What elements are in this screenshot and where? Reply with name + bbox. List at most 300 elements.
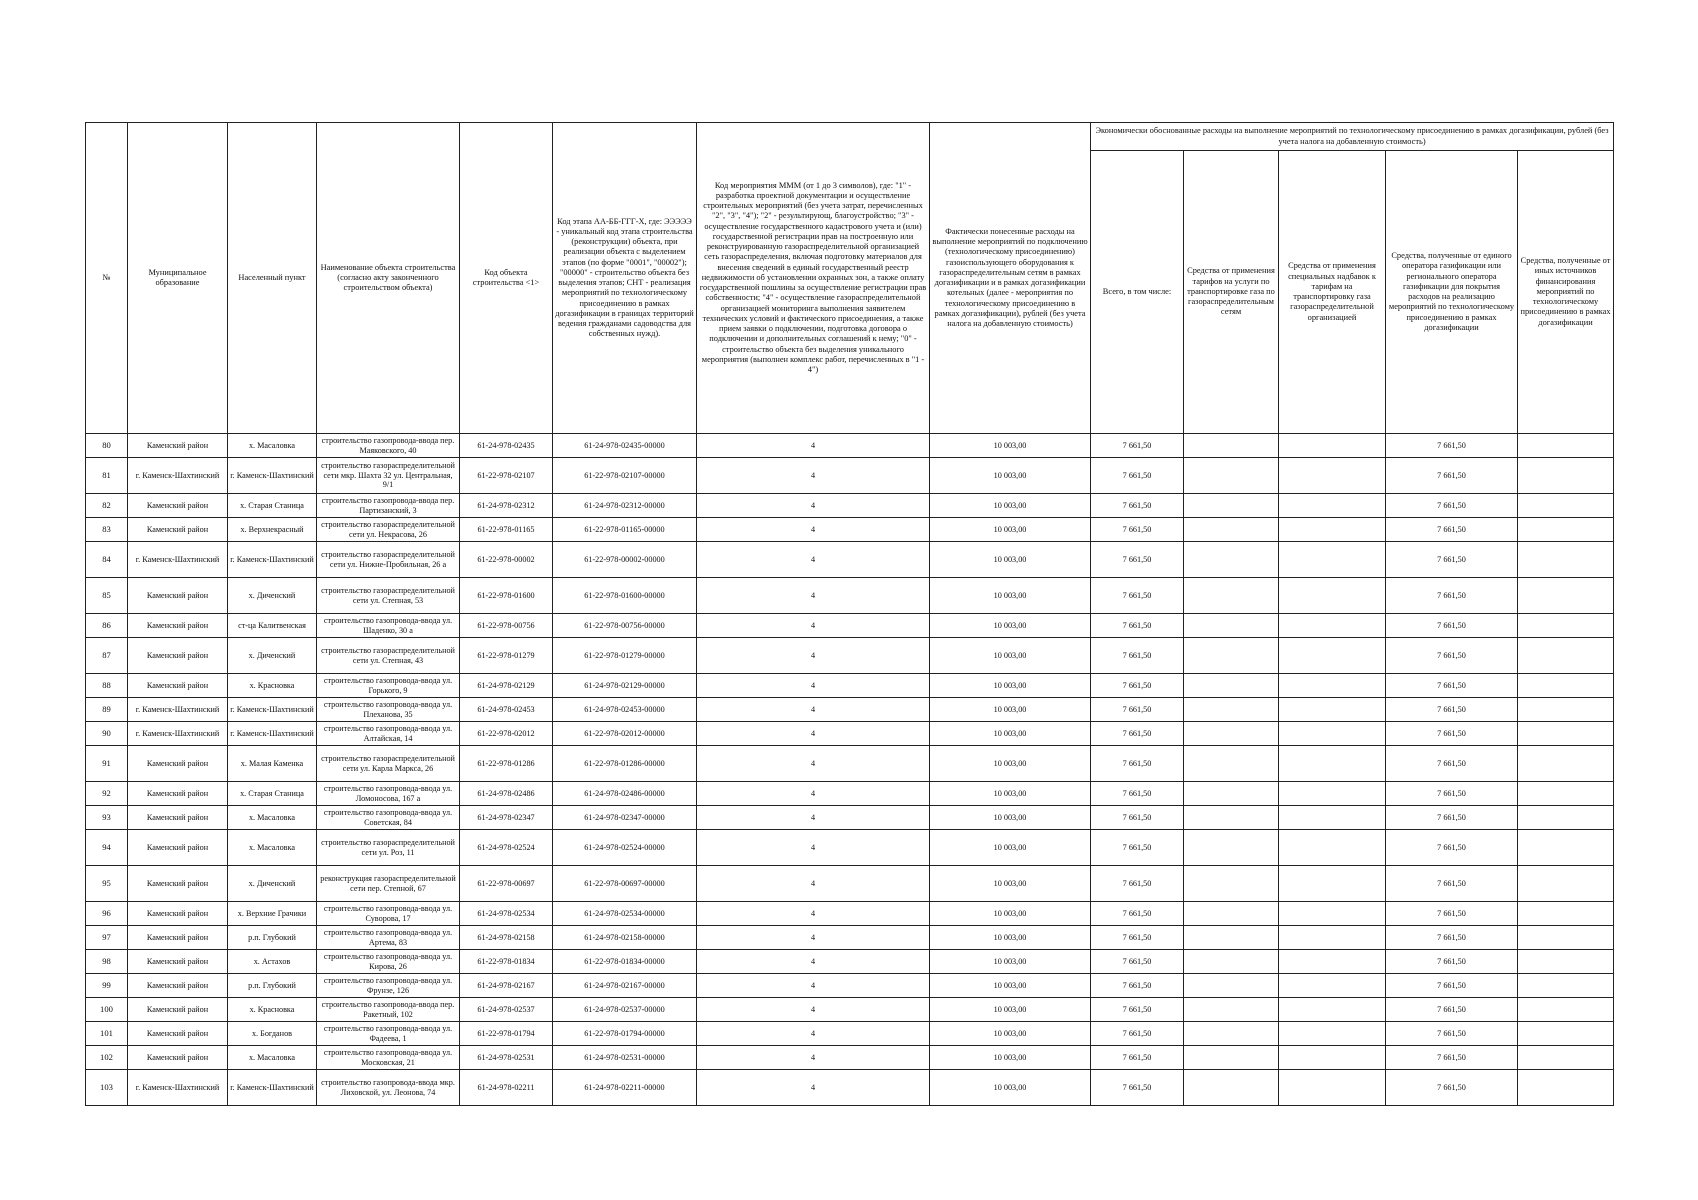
actual-costs-cell: 10 003,00 [930, 974, 1091, 998]
event-code-cell: 4 [697, 902, 930, 926]
municipality-cell: Каменский район [128, 674, 228, 698]
event-code-cell: 4 [697, 518, 930, 542]
operator-funds-cell: 7 661,50 [1386, 902, 1518, 926]
tariff-funds-cell [1184, 518, 1279, 542]
table-row [86, 434, 1614, 458]
surcharge-funds-cell [1279, 926, 1386, 950]
event-code-cell: 4 [697, 698, 930, 722]
object-code-cell: 61-22-978-01600 [460, 578, 553, 614]
row-num: 97 [86, 926, 128, 950]
total-cell: 7 661,50 [1091, 830, 1184, 866]
stage-code-cell: 61-24-978-02531-00000 [553, 1046, 697, 1070]
actual-costs-cell: 10 003,00 [930, 494, 1091, 518]
object-name-cell: строительство газораспределительной сети ул. Карла Маркса, 26 [317, 746, 460, 782]
tariff-funds-cell [1184, 494, 1279, 518]
settlement-cell: г. Каменск-Шахтинский [228, 722, 317, 746]
surcharge-funds-cell [1279, 866, 1386, 902]
object-code-cell: 61-22-978-02012 [460, 722, 553, 746]
object-name-cell: строительство газопровода-ввода ул. Суворова, 17 [317, 902, 460, 926]
tariff-funds-cell [1184, 974, 1279, 998]
surcharge-funds-cell [1279, 746, 1386, 782]
table-header [86, 123, 1614, 434]
object-name-cell: строительство газопровода-ввода ул. Алтайская, 14 [317, 722, 460, 746]
surcharge-funds-cell [1279, 782, 1386, 806]
surcharge-funds-cell [1279, 638, 1386, 674]
municipality-cell: Каменский район [128, 494, 228, 518]
settlement-cell: х. Богданов [228, 1022, 317, 1046]
municipality-cell: г. Каменск-Шахтинский [128, 458, 228, 494]
row-num: 85 [86, 578, 128, 614]
object-name-cell: строительство газопровода-ввода ул. Ломоносова, 167 а [317, 782, 460, 806]
total-cell: 7 661,50 [1091, 518, 1184, 542]
municipality-cell: Каменский район [128, 1022, 228, 1046]
object-code-cell: 61-22-978-02107 [460, 458, 553, 494]
object-name-cell: строительство газопровода-ввода мкр. Лиховской, ул. Леонова, 74 [317, 1070, 460, 1106]
surcharge-funds-cell [1279, 1070, 1386, 1106]
row-num: 98 [86, 950, 128, 974]
municipality-cell: Каменский район [128, 902, 228, 926]
municipality-cell: г. Каменск-Шахтинский [128, 1070, 228, 1106]
object-code-cell: 61-24-978-02537 [460, 998, 553, 1022]
table-row [86, 458, 1614, 494]
stage-code-cell: 61-24-978-02524-00000 [553, 830, 697, 866]
stage-code-cell: 61-22-978-01600-00000 [553, 578, 697, 614]
total-cell: 7 661,50 [1091, 998, 1184, 1022]
stage-code-cell: 61-22-978-01794-00000 [553, 1022, 697, 1046]
settlement-cell: х. Диченский [228, 638, 317, 674]
settlement-cell: х. Масаловка [228, 806, 317, 830]
surcharge-funds-cell [1279, 542, 1386, 578]
tariff-funds-cell [1184, 782, 1279, 806]
surcharge-funds-cell [1279, 494, 1386, 518]
event-code-cell: 4 [697, 974, 930, 998]
table-row [86, 866, 1614, 902]
table-row [86, 542, 1614, 578]
object-name-cell: строительство газопровода-ввода ул. Артема, 83 [317, 926, 460, 950]
surcharge-funds-cell [1279, 998, 1386, 1022]
stage-code-cell: 61-24-978-02158-00000 [553, 926, 697, 950]
tariff-funds-cell [1184, 1046, 1279, 1070]
total-cell: 7 661,50 [1091, 866, 1184, 902]
row-num: 102 [86, 1046, 128, 1070]
object-name-cell: строительство газораспределительной сети ул. Роз, 11 [317, 830, 460, 866]
operator-funds-cell: 7 661,50 [1386, 614, 1518, 638]
object-code-cell: 61-22-978-01794 [460, 1022, 553, 1046]
stage-code-cell: 61-24-978-02129-00000 [553, 674, 697, 698]
object-name-cell: строительство газораспределительной сети ул. Нижне-Пробильная, 26 а [317, 542, 460, 578]
tariff-funds-cell [1184, 674, 1279, 698]
table-row [86, 1070, 1614, 1106]
object-name-cell: строительство газопровода-ввода ул. Фрунзе, 126 [317, 974, 460, 998]
object-name-cell: строительство газопровода-ввода пер. Маяковского, 40 [317, 434, 460, 458]
object-code-cell: 61-24-978-02167 [460, 974, 553, 998]
object-code-cell: 61-24-978-02347 [460, 806, 553, 830]
event-code-cell: 4 [697, 866, 930, 902]
event-code-cell: 4 [697, 1070, 930, 1106]
event-code-cell: 4 [697, 722, 930, 746]
settlement-cell: х. Масаловка [228, 830, 317, 866]
stage-code-cell: 61-22-978-00756-00000 [553, 614, 697, 638]
surcharge-funds-cell [1279, 902, 1386, 926]
actual-costs-cell: 10 003,00 [930, 902, 1091, 926]
header-event-code: Код мероприятия МММ (от 1 до 3 символов), где: "1" - разработка проектной документации и осуществление строительных мероприятий (без учета затрат, перечисленных "2", "3", "4"); "2" - результирующ, благоустройство; "3" - осуществление государственного кадастрового учета и (или) государственной регистрации прав на построенную или реконструированную газораспределительной организацией сеть газораспределения, включая подготовку материалов для внесения сведений в единый государственный реестр недвижимости об установлении охранных зон, а также оплату государственной пошлины за осуществление регистрации прав собственности; "4" - осуществление газораспределительной организацией мониторинга выполнения заявителем технических условий и фактического присоединения, а также прием заявки о подключении, подготовка договора о подключении и дополнительных соглашений к нему; "0" - строительство объекта без выделения уникального мероприятия (выполнен комплекс работ, перечисленных в "1 - 4") [697, 123, 930, 434]
operator-funds-cell: 7 661,50 [1386, 722, 1518, 746]
event-code-cell: 4 [697, 998, 930, 1022]
table-row [86, 806, 1614, 830]
operator-funds-cell: 7 661,50 [1386, 782, 1518, 806]
total-cell: 7 661,50 [1091, 806, 1184, 830]
total-cell: 7 661,50 [1091, 926, 1184, 950]
row-num: 92 [86, 782, 128, 806]
header-operator-funds: Средства, полученные от единого оператора газификации или регионального оператора газификации для покрытия расходов на реализацию мероприятий по технологическому присоединению в рамках догазификации [1386, 151, 1518, 434]
stage-code-cell: 61-24-978-02534-00000 [553, 902, 697, 926]
stage-code-cell: 61-24-978-02453-00000 [553, 698, 697, 722]
surcharge-funds-cell [1279, 722, 1386, 746]
object-name-cell: строительство газораспределительной сети мкр. Шахта 32 ул. Центральная, 9/1 [317, 458, 460, 494]
total-cell: 7 661,50 [1091, 542, 1184, 578]
tariff-funds-cell [1184, 722, 1279, 746]
event-code-cell: 4 [697, 434, 930, 458]
actual-costs-cell: 10 003,00 [930, 638, 1091, 674]
surcharge-funds-cell [1279, 434, 1386, 458]
settlement-cell: х. Диченский [228, 578, 317, 614]
actual-costs-cell: 10 003,00 [930, 458, 1091, 494]
stage-code-cell: 61-24-978-02347-00000 [553, 806, 697, 830]
object-name-cell: строительство газопровода-ввода пер. Партизанский, 3 [317, 494, 460, 518]
event-code-cell: 4 [697, 1046, 930, 1070]
header-other-funds: Средства, полученные от иных источников финансирования мероприятий по технологическому присоединению в рамках догазификации [1518, 151, 1614, 434]
object-name-cell: строительство газопровода-ввода ул. Кирова, 26 [317, 950, 460, 974]
operator-funds-cell: 7 661,50 [1386, 1046, 1518, 1070]
object-code-cell: 61-24-978-02486 [460, 782, 553, 806]
table-row [86, 1046, 1614, 1070]
tariff-funds-cell [1184, 806, 1279, 830]
total-cell: 7 661,50 [1091, 674, 1184, 698]
operator-funds-cell: 7 661,50 [1386, 746, 1518, 782]
surcharge-funds-cell [1279, 698, 1386, 722]
tariff-funds-cell [1184, 542, 1279, 578]
stage-code-cell: 61-22-978-01834-00000 [553, 950, 697, 974]
other-funds-cell [1518, 974, 1614, 998]
stage-code-cell: 61-24-978-02486-00000 [553, 782, 697, 806]
other-funds-cell [1518, 722, 1614, 746]
operator-funds-cell: 7 661,50 [1386, 638, 1518, 674]
object-code-cell: 61-24-978-02435 [460, 434, 553, 458]
table-row [86, 578, 1614, 614]
other-funds-cell [1518, 458, 1614, 494]
other-funds-cell [1518, 926, 1614, 950]
municipality-cell: Каменский район [128, 638, 228, 674]
table-row [86, 782, 1614, 806]
event-code-cell: 4 [697, 806, 930, 830]
total-cell: 7 661,50 [1091, 638, 1184, 674]
other-funds-cell [1518, 830, 1614, 866]
header-total: Всего, в том числе: [1091, 151, 1184, 434]
other-funds-cell [1518, 434, 1614, 458]
header-surcharge-funds: Средства от применения специальных надбавок к тарифам на транспортировку газа газораспределительной организацией [1279, 151, 1386, 434]
operator-funds-cell: 7 661,50 [1386, 866, 1518, 902]
operator-funds-cell: 7 661,50 [1386, 674, 1518, 698]
settlement-cell: х. Масаловка [228, 1046, 317, 1070]
row-num: 93 [86, 806, 128, 830]
other-funds-cell [1518, 674, 1614, 698]
stage-code-cell: 61-24-978-02167-00000 [553, 974, 697, 998]
object-code-cell: 61-24-978-02158 [460, 926, 553, 950]
municipality-cell: Каменский район [128, 518, 228, 542]
tariff-funds-cell [1184, 698, 1279, 722]
municipality-cell: Каменский район [128, 434, 228, 458]
settlement-cell: х. Диченский [228, 866, 317, 902]
tariff-funds-cell [1184, 1070, 1279, 1106]
row-num: 80 [86, 434, 128, 458]
tariff-funds-cell [1184, 638, 1279, 674]
settlement-cell: х. Красновка [228, 674, 317, 698]
operator-funds-cell: 7 661,50 [1386, 578, 1518, 614]
event-code-cell: 4 [697, 950, 930, 974]
gasification-table [85, 122, 1614, 1106]
row-num: 84 [86, 542, 128, 578]
table-row [86, 926, 1614, 950]
actual-costs-cell: 10 003,00 [930, 698, 1091, 722]
object-name-cell: реконструкция газораспределительной сети пер. Степной, 67 [317, 866, 460, 902]
operator-funds-cell: 7 661,50 [1386, 518, 1518, 542]
total-cell: 7 661,50 [1091, 458, 1184, 494]
stage-code-cell: 61-22-978-02012-00000 [553, 722, 697, 746]
other-funds-cell [1518, 1022, 1614, 1046]
municipality-cell: г. Каменск-Шахтинский [128, 542, 228, 578]
actual-costs-cell: 10 003,00 [930, 830, 1091, 866]
municipality-cell: Каменский район [128, 782, 228, 806]
surcharge-funds-cell [1279, 614, 1386, 638]
total-cell: 7 661,50 [1091, 1022, 1184, 1046]
settlement-cell: г. Каменск-Шахтинский [228, 1070, 317, 1106]
actual-costs-cell: 10 003,00 [930, 434, 1091, 458]
event-code-cell: 4 [697, 578, 930, 614]
total-cell: 7 661,50 [1091, 614, 1184, 638]
operator-funds-cell: 7 661,50 [1386, 458, 1518, 494]
table-row [86, 1022, 1614, 1046]
event-code-cell: 4 [697, 1022, 930, 1046]
operator-funds-cell: 7 661,50 [1386, 926, 1518, 950]
stage-code-cell: 61-24-978-02211-00000 [553, 1070, 697, 1106]
operator-funds-cell: 7 661,50 [1386, 830, 1518, 866]
settlement-cell: ст-ца Калитвенская [228, 614, 317, 638]
operator-funds-cell: 7 661,50 [1386, 542, 1518, 578]
actual-costs-cell: 10 003,00 [930, 1022, 1091, 1046]
row-num: 86 [86, 614, 128, 638]
object-name-cell: строительство газопровода-ввода ул. Фадеева, 1 [317, 1022, 460, 1046]
municipality-cell: Каменский район [128, 806, 228, 830]
event-code-cell: 4 [697, 782, 930, 806]
row-num: 88 [86, 674, 128, 698]
total-cell: 7 661,50 [1091, 578, 1184, 614]
object-name-cell: строительство газораспределительной сети ул. Некрасова, 26 [317, 518, 460, 542]
total-cell: 7 661,50 [1091, 1046, 1184, 1070]
actual-costs-cell: 10 003,00 [930, 518, 1091, 542]
settlement-cell: х. Старая Станица [228, 494, 317, 518]
object-name-cell: строительство газопровода-ввода ул. Московская, 21 [317, 1046, 460, 1070]
stage-code-cell: 61-22-978-01286-00000 [553, 746, 697, 782]
municipality-cell: Каменский район [128, 866, 228, 902]
actual-costs-cell: 10 003,00 [930, 722, 1091, 746]
surcharge-funds-cell [1279, 974, 1386, 998]
row-num: 87 [86, 638, 128, 674]
surcharge-funds-cell [1279, 674, 1386, 698]
table-row [86, 614, 1614, 638]
total-cell: 7 661,50 [1091, 746, 1184, 782]
stage-code-cell: 61-24-978-02312-00000 [553, 494, 697, 518]
actual-costs-cell: 10 003,00 [930, 866, 1091, 902]
object-code-cell: 61-22-978-01834 [460, 950, 553, 974]
object-code-cell: 61-22-978-01165 [460, 518, 553, 542]
operator-funds-cell: 7 661,50 [1386, 998, 1518, 1022]
object-code-cell: 61-22-978-00697 [460, 866, 553, 902]
actual-costs-cell: 10 003,00 [930, 806, 1091, 830]
total-cell: 7 661,50 [1091, 782, 1184, 806]
municipality-cell: Каменский район [128, 926, 228, 950]
surcharge-funds-cell [1279, 458, 1386, 494]
event-code-cell: 4 [697, 614, 930, 638]
object-code-cell: 61-24-978-02534 [460, 902, 553, 926]
surcharge-funds-cell [1279, 518, 1386, 542]
total-cell: 7 661,50 [1091, 494, 1184, 518]
settlement-cell: х. Верхнекрасный [228, 518, 317, 542]
actual-costs-cell: 10 003,00 [930, 782, 1091, 806]
tariff-funds-cell [1184, 746, 1279, 782]
municipality-cell: Каменский район [128, 1046, 228, 1070]
stage-code-cell: 61-24-978-02537-00000 [553, 998, 697, 1022]
other-funds-cell [1518, 950, 1614, 974]
event-code-cell: 4 [697, 542, 930, 578]
other-funds-cell [1518, 998, 1614, 1022]
table-row [86, 494, 1614, 518]
object-code-cell: 61-24-978-02524 [460, 830, 553, 866]
other-funds-cell [1518, 614, 1614, 638]
settlement-cell: г. Каменск-Шахтинский [228, 698, 317, 722]
total-cell: 7 661,50 [1091, 698, 1184, 722]
total-cell: 7 661,50 [1091, 974, 1184, 998]
header-actual-costs: Фактически понесенные расходы на выполнение мероприятий по подключению (технологическому присоединению) газоиспользующего оборудования к газораспределительным сетям в рамках догазификации и в рамках догазификации котельных (далее - мероприятия по технологическому присоединению в рамках догазификации), рублей (без учета налога на добавленную стоимость) [930, 123, 1091, 434]
tariff-funds-cell [1184, 458, 1279, 494]
object-name-cell: строительство газораспределительной сети ул. Степная, 53 [317, 578, 460, 614]
object-name-cell: строительство газопровода-ввода пер. Ракетный, 102 [317, 998, 460, 1022]
operator-funds-cell: 7 661,50 [1386, 494, 1518, 518]
row-num: 99 [86, 974, 128, 998]
municipality-cell: г. Каменск-Шахтинский [128, 722, 228, 746]
municipality-cell: Каменский район [128, 998, 228, 1022]
row-num: 95 [86, 866, 128, 902]
row-num: 83 [86, 518, 128, 542]
other-funds-cell [1518, 578, 1614, 614]
row-num: 89 [86, 698, 128, 722]
object-code-cell: 61-24-978-02129 [460, 674, 553, 698]
object-name-cell: строительство газопровода-ввода ул. Плеханова, 35 [317, 698, 460, 722]
tariff-funds-cell [1184, 998, 1279, 1022]
total-cell: 7 661,50 [1091, 902, 1184, 926]
actual-costs-cell: 10 003,00 [930, 950, 1091, 974]
actual-costs-cell: 10 003,00 [930, 1070, 1091, 1106]
total-cell: 7 661,50 [1091, 434, 1184, 458]
row-num: 100 [86, 998, 128, 1022]
header-num: № [86, 123, 128, 434]
surcharge-funds-cell [1279, 806, 1386, 830]
tariff-funds-cell [1184, 926, 1279, 950]
tariff-funds-cell [1184, 434, 1279, 458]
header-object-name: Наименование объекта строительства (согласно акту законченного строительством объекта) [317, 123, 460, 434]
actual-costs-cell: 10 003,00 [930, 578, 1091, 614]
settlement-cell: х. Старая Станица [228, 782, 317, 806]
object-code-cell: 61-22-978-01286 [460, 746, 553, 782]
stage-code-cell: 61-24-978-02435-00000 [553, 434, 697, 458]
row-num: 103 [86, 1070, 128, 1106]
row-num: 81 [86, 458, 128, 494]
other-funds-cell [1518, 746, 1614, 782]
settlement-cell: р.п. Глубокий [228, 974, 317, 998]
header-municipality: Муниципальное образование [128, 123, 228, 434]
object-code-cell: 61-24-978-02211 [460, 1070, 553, 1106]
event-code-cell: 4 [697, 458, 930, 494]
tariff-funds-cell [1184, 830, 1279, 866]
surcharge-funds-cell [1279, 950, 1386, 974]
tariff-funds-cell [1184, 614, 1279, 638]
table-row [86, 902, 1614, 926]
municipality-cell: Каменский район [128, 950, 228, 974]
other-funds-cell [1518, 782, 1614, 806]
table-row [86, 698, 1614, 722]
operator-funds-cell: 7 661,50 [1386, 806, 1518, 830]
header-group-justified-costs: Экономически обоснованные расходы на выполнение мероприятий по технологическому присоединению в рамках догазификации, рублей (без учета налога на добавленную стоимость) [1091, 123, 1614, 151]
object-code-cell: 61-22-978-00002 [460, 542, 553, 578]
total-cell: 7 661,50 [1091, 950, 1184, 974]
event-code-cell: 4 [697, 674, 930, 698]
settlement-cell: х. Малая Каменка [228, 746, 317, 782]
operator-funds-cell: 7 661,50 [1386, 1070, 1518, 1106]
event-code-cell: 4 [697, 494, 930, 518]
table-row [86, 974, 1614, 998]
operator-funds-cell: 7 661,50 [1386, 1022, 1518, 1046]
row-num: 96 [86, 902, 128, 926]
actual-costs-cell: 10 003,00 [930, 746, 1091, 782]
header-stage-code: Код этапа АА-ББ-ГГГ-Х, где: ЭЭЭЭЭ - уникальный код этапа строительства (реконструкции) объекта, при реализации объекта с выделением этапов (по форме "0001", "00002"); "00000" - строительство объекта без выделения этапов; СНТ - реализация мероприятий по технологическому присоединению в рамках догазификации в границах территорий ведения гражданами садоводства для собственных нужд). [553, 123, 697, 434]
table-row [86, 518, 1614, 542]
object-code-cell: 61-24-978-02531 [460, 1046, 553, 1070]
event-code-cell: 4 [697, 926, 930, 950]
header-settlement: Населенный пункт [228, 123, 317, 434]
other-funds-cell [1518, 806, 1614, 830]
settlement-cell: г. Каменск-Шахтинский [228, 458, 317, 494]
tariff-funds-cell [1184, 902, 1279, 926]
row-num: 101 [86, 1022, 128, 1046]
object-code-cell: 61-22-978-01279 [460, 638, 553, 674]
settlement-cell: х. Астахов [228, 950, 317, 974]
actual-costs-cell: 10 003,00 [930, 1046, 1091, 1070]
header-object-code: Код объекта строительства <1> [460, 123, 553, 434]
other-funds-cell [1518, 902, 1614, 926]
actual-costs-cell: 10 003,00 [930, 926, 1091, 950]
settlement-cell: х. Масаловка [228, 434, 317, 458]
event-code-cell: 4 [697, 746, 930, 782]
object-code-cell: 61-22-978-00756 [460, 614, 553, 638]
object-name-cell: строительство газопровода-ввода ул. Горького, 9 [317, 674, 460, 698]
other-funds-cell [1518, 542, 1614, 578]
actual-costs-cell: 10 003,00 [930, 674, 1091, 698]
other-funds-cell [1518, 698, 1614, 722]
table-row [86, 830, 1614, 866]
table-row [86, 950, 1614, 974]
tariff-funds-cell [1184, 866, 1279, 902]
other-funds-cell [1518, 494, 1614, 518]
stage-code-cell: 61-22-978-01165-00000 [553, 518, 697, 542]
